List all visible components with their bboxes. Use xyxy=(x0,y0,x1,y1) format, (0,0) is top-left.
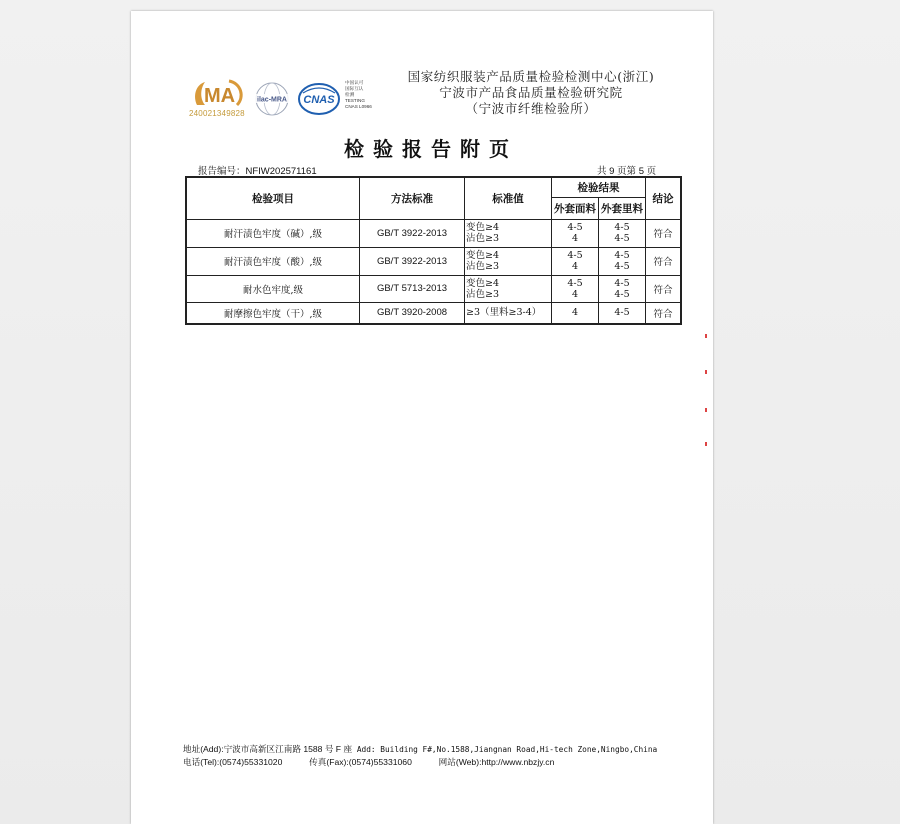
page-edge-marks xyxy=(703,330,709,450)
footer-phone-line xyxy=(183,756,657,769)
row-conclusion: 符合 xyxy=(646,219,682,247)
fax: 传真(Fax):(0574)55331060 xyxy=(309,757,412,767)
row-fabric xyxy=(552,275,599,302)
header-method: 方法标准 xyxy=(360,177,465,219)
standard-line: 变色≥4 xyxy=(466,222,500,233)
result-line: 4-5 xyxy=(614,261,630,272)
row-method: GB/T 3920-2008 xyxy=(360,302,465,324)
org-line: 国家纺织服装产品质量检验检测中心(浙江) xyxy=(407,69,655,84)
result-line: 4-5 xyxy=(614,288,630,300)
result-line: 4-5 xyxy=(567,277,583,289)
row-conclusion: 符合 xyxy=(646,247,682,275)
row-method: GB/T 3922-2013 xyxy=(360,219,465,247)
result-line: 4-5 xyxy=(614,250,630,261)
standard-line: 变色≥4 xyxy=(466,250,500,261)
row-lining: 4-5 xyxy=(599,302,646,324)
row-standard xyxy=(465,275,552,302)
header-conclusion: 结论 xyxy=(646,177,682,219)
svg-text:MA: MA xyxy=(204,85,236,107)
page-info: 共 9 页第 5 页 xyxy=(597,166,657,177)
test-results-table xyxy=(185,176,682,325)
organization-name xyxy=(371,69,691,117)
edge-mark xyxy=(705,408,707,412)
result-line: 4 xyxy=(571,233,579,244)
edge-mark xyxy=(705,442,707,446)
row-lining xyxy=(599,247,646,275)
row-item: 耐汗渍色牢度（碱）,级 xyxy=(186,219,360,247)
row-lining xyxy=(599,275,646,302)
cnas-caption-line: CNAS L0966 xyxy=(345,104,372,109)
org-line: 宁波市产品食品质量检验研究院 xyxy=(439,85,623,100)
website: 网站(Web):http://www.nbzjy.cn xyxy=(438,757,555,767)
footer-address-line xyxy=(183,743,657,756)
cma-logo xyxy=(191,77,247,111)
row-method: GB/T 5713-2013 xyxy=(360,275,465,302)
cnas-caption-line: TESTING xyxy=(345,98,365,103)
address-en: Add: Building F#,No.1588,Jiangnan Road,Hi-tech Zone,Ningbo,China xyxy=(356,745,658,754)
cnas-caption-line: 国际互认 xyxy=(345,86,364,91)
org-line: （宁波市纤维检验所） xyxy=(465,101,597,116)
row-lining xyxy=(599,219,646,247)
row-item: 耐摩擦色牢度（干）,级 xyxy=(186,302,360,324)
standard-line: 沾色≥3 xyxy=(466,261,500,272)
result-line: 4-5 xyxy=(614,222,630,233)
result-line: 4 xyxy=(571,288,579,300)
header-outer-lining: 外套里料 xyxy=(599,197,646,219)
header-outer-fabric: 外套面料 xyxy=(552,197,599,219)
row-method: GB/T 3922-2013 xyxy=(360,247,465,275)
cnas-label: CNAS xyxy=(303,94,335,106)
row-standard: ≥3（里料≥3-4） xyxy=(465,302,552,324)
table-row xyxy=(186,275,681,302)
table-row xyxy=(186,247,681,275)
report-number: 报告编号：NFIW202571161 xyxy=(198,166,317,177)
row-conclusion: 符合 xyxy=(646,275,682,302)
edge-mark xyxy=(705,334,707,338)
header-results: 检验结果 xyxy=(552,177,646,197)
edge-mark xyxy=(705,370,707,374)
row-fabric xyxy=(552,247,599,275)
row-standard xyxy=(465,247,552,275)
ilac-mra-logo xyxy=(253,81,291,117)
row-standard xyxy=(465,219,552,247)
standard-line: 沾色≥3 xyxy=(466,233,500,244)
result-line: 4-5 xyxy=(567,250,583,261)
row-fabric: 4 xyxy=(552,302,599,324)
result-line: 4-5 xyxy=(614,277,630,289)
cnas-logo xyxy=(297,81,341,117)
row-item: 耐水色牢度,级 xyxy=(186,275,360,302)
standard-line: 沾色≥3 xyxy=(466,288,500,300)
table-row xyxy=(186,302,681,324)
cnas-caption-line: 中国认可 xyxy=(345,80,364,85)
phone: 电话(Tel):(0574)55331020 xyxy=(183,757,283,767)
standard-line: 变色≥4 xyxy=(466,277,500,289)
header-standard: 标准值 xyxy=(465,177,552,219)
result-line: 4 xyxy=(571,261,579,272)
cnas-caption-line: 检测 xyxy=(345,92,355,97)
address-cn: 地址(Add):宁波市高新区江南路 1588 号 F 座 xyxy=(183,744,353,754)
row-item: 耐汗渍色牢度（酸）,级 xyxy=(186,247,360,275)
result-line: 4-5 xyxy=(614,233,630,244)
cnas-caption xyxy=(345,80,372,110)
table-row xyxy=(186,219,681,247)
row-fabric xyxy=(552,219,599,247)
page-title: 检验报告附页 xyxy=(344,137,518,161)
footer-contact xyxy=(183,743,657,769)
row-conclusion: 符合 xyxy=(646,302,682,324)
header-item: 检验项目 xyxy=(186,177,360,219)
result-line: 4-5 xyxy=(567,222,583,233)
document-page xyxy=(131,11,713,824)
ilac-label: ilac-MRA xyxy=(257,96,287,104)
cma-number: 240021349828 xyxy=(189,109,245,118)
